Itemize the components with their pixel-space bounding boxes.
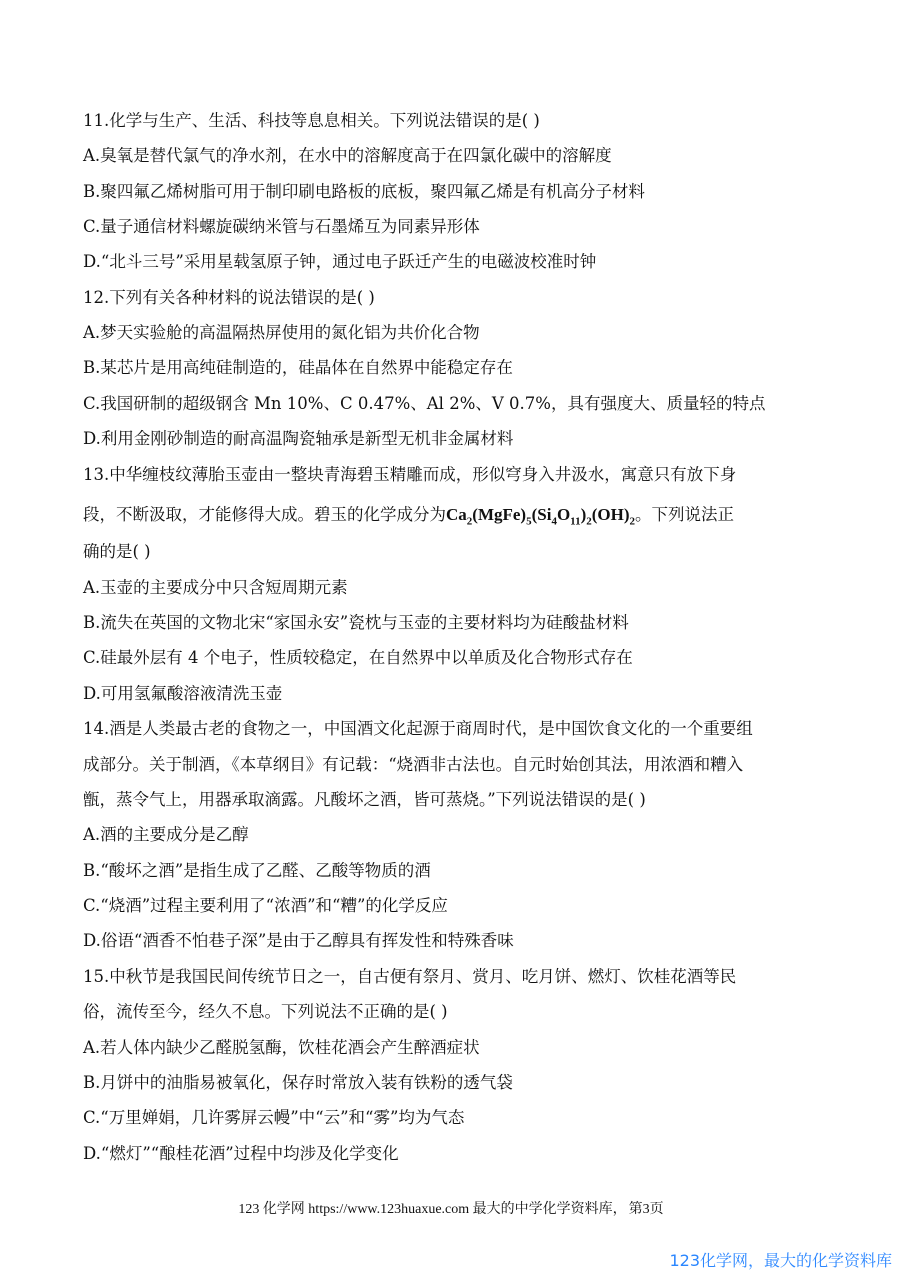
- q11-option-a: A.臭氧是替代氯气的净水剂，在水中的溶解度高于在四氯化碳中的溶解度: [83, 146, 612, 165]
- q14-option-c: C.“烧酒”过程主要利用了“浓酒”和“糟”的化学反应: [83, 896, 448, 915]
- q14-option-a: A.酒的主要成分是乙醇: [83, 825, 249, 844]
- q13-option-a: A.玉壶的主要成分中只含短周期元素: [83, 578, 348, 597]
- formula-o: O: [556, 505, 571, 524]
- q15-option-a: A.若人体内缺少乙醛脱氢酶，饮桂花酒会产生醉酒症状: [83, 1038, 480, 1057]
- footer-text: 123 化学网 https://www.123huaxue.com 最大的中学化学资料库，: [238, 1202, 627, 1217]
- footer-page-number: 第3页: [628, 1202, 664, 1217]
- jade-formula: [446, 505, 636, 528]
- formula-oh: (OH): [591, 505, 630, 524]
- q15-stem-line1: 15.中秋节是我国民间传统节日之一，自古便有祭月、赏月、吃月饼、燃灯、饮桂花酒等民: [83, 967, 737, 986]
- formula-mgfe-sub: 5: [526, 515, 532, 528]
- formula-ca: Ca: [446, 505, 467, 524]
- q14-option-d: D.俗语“酒香不怕巷子深”是由于乙醇具有挥发性和特殊香味: [83, 931, 514, 950]
- page-footer: [0, 1198, 902, 1218]
- formula-ca-sub: 2: [466, 515, 473, 528]
- q13-stem-line2-after: 。下列说法正: [635, 505, 735, 524]
- q13-option-c: C.硅最外层有 4 个电子，性质较稳定，在自然界中以单质及化合物形式存在: [83, 648, 633, 667]
- q12-option-a: A.梦天实验舱的高温隔热屏使用的氮化铝为共价化合物: [83, 323, 480, 342]
- q13-option-d: D.可用氢氟酸溶液清洗玉壶: [83, 684, 283, 703]
- q15-option-b: B.月饼中的油脂易被氧化，保存时常放入装有铁粉的透气袋: [83, 1073, 513, 1092]
- q11-option-b: B.聚四氟乙烯树脂可用于制印刷电路板的底板，聚四氟乙烯是有机高分子材料: [83, 182, 645, 201]
- q14-stem-line2: 成部分。关于制酒，《本草纲目》有记载：“烧酒非古法也。自元时始创其法，用浓酒和糟入: [83, 755, 744, 774]
- q13-stem-line3: 确的是( ): [83, 542, 151, 561]
- q12-stem: 12.下列有关各种材料的说法错误的是( ): [83, 288, 375, 307]
- q14-stem-line1: 14.酒是人类最古老的食物之一，中国酒文化起源于商周时代，是中国饮食文化的一个重要组: [83, 719, 753, 738]
- q11-option-d: D.“北斗三号”采用星载氢原子钟，通过电子跃迁产生的电磁波校准时钟: [83, 252, 597, 271]
- formula-close: ): [580, 505, 587, 524]
- q13-stem-line1: 13.中华缠枝纹薄胎玉壶由一整块青海碧玉精雕而成，形似穹身入井汲水，寓意只有放下身: [83, 465, 737, 484]
- q15-stem-line2: 俗，流传至今，经久不息。下列说法不正确的是( ): [83, 1002, 448, 1021]
- q11-option-c: C.量子通信材料螺旋碳纳米管与石墨烯互为同素异形体: [83, 217, 480, 236]
- q13-option-b: B.流失在英国的文物北宋“家国永安”瓷枕与玉壶的主要材料均为硅酸盐材料: [83, 613, 629, 632]
- q13-stem-line2-before: 段，不断汲取，才能修得大成。碧玉的化学成分为: [83, 505, 446, 524]
- site-watermark: 123化学网，最大的化学资料库: [669, 1251, 892, 1270]
- formula-close-sub: 2: [586, 515, 592, 528]
- q12-option-d: D.利用金刚砂制造的耐高温陶瓷轴承是新型无机非金属材料: [83, 429, 514, 448]
- q14-stem-line3: 甑，蒸令气上，用器承取滴露。凡酸坏之酒，皆可蒸烧。”下列说法错误的是( ): [83, 790, 646, 809]
- q12-option-b: B.某芯片是用高纯硅制造的，硅晶体在自然界中能稳定存在: [83, 358, 513, 377]
- formula-si-sub: 4: [551, 515, 557, 528]
- q15-option-c: C.“万里婵娟，几许雾屏云幔”中“云”和“雾”均为气态: [83, 1108, 465, 1127]
- q13-stem-line2: [83, 504, 734, 532]
- formula-oh-sub: 2: [629, 515, 636, 528]
- q11-stem: 11.化学与生产、生活、科技等息息相关。下列说法错误的是( ): [83, 111, 540, 130]
- formula-mgfe: (MgFe): [472, 505, 527, 524]
- q15-option-d: D.“燃灯”“酿桂花酒”过程中均涉及化学变化: [83, 1144, 399, 1163]
- q12-option-c: C.我国研制的超级钢含 Mn 10%、C 0.47%、Al 2%、V 0.7%，具有强度大、质量轻的特点: [83, 394, 766, 413]
- formula-si: (Si: [531, 505, 552, 524]
- q14-option-b: B.“酸坏之酒”是指生成了乙醛、乙酸等物质的酒: [83, 861, 431, 880]
- formula-o-sub: 11: [570, 515, 581, 528]
